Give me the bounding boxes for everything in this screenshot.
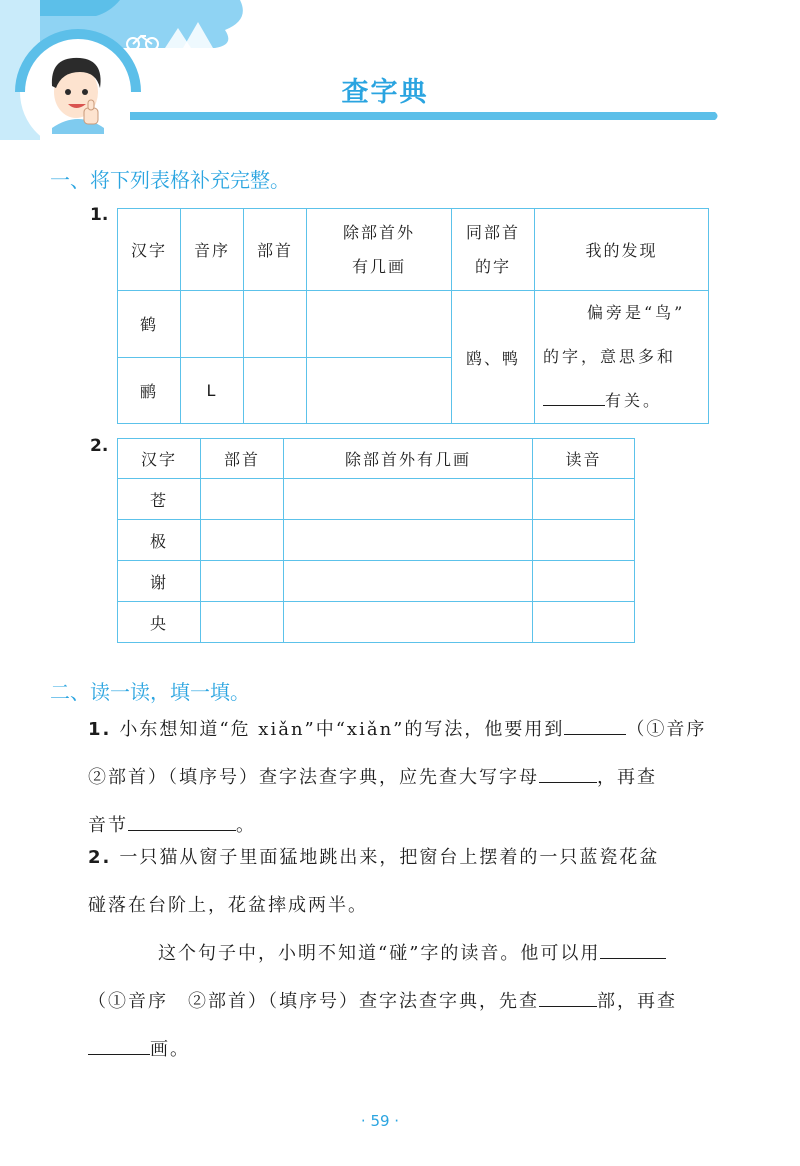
table-row xyxy=(118,291,709,358)
question-text: 小东想知道“危 xiǎn”中“xiǎn”的写法，他要用到 xyxy=(119,719,565,740)
section-one-heading: 一、将下列表格补充完整。 xyxy=(50,168,290,192)
table-header-row xyxy=(118,439,635,479)
col-header-pronunciation: 读音 xyxy=(533,439,635,479)
question-text: （①音序 ②部首）（填序号）查字法查字典，先查 xyxy=(88,991,539,1012)
cell-strokes-input[interactable] xyxy=(284,561,533,602)
cell-pronunciation-input[interactable] xyxy=(533,561,635,602)
question-text: 部，再查 xyxy=(597,991,677,1012)
cell-char: 鹂 xyxy=(118,357,181,424)
cell-pronunciation-input[interactable] xyxy=(533,520,635,561)
cell-char: 谢 xyxy=(118,561,201,602)
col-header-radical: 部首 xyxy=(201,439,284,479)
answer-blank[interactable] xyxy=(539,760,597,783)
table-row xyxy=(118,520,635,561)
cell-radical-input[interactable] xyxy=(201,520,284,561)
cell-radical-input[interactable] xyxy=(244,357,307,424)
table-two xyxy=(117,438,635,643)
question-text: 画。 xyxy=(150,1039,190,1060)
table-row xyxy=(118,561,635,602)
question-number: 2. xyxy=(90,436,109,456)
cell-discovery xyxy=(535,291,709,424)
col-header-char: 汉字 xyxy=(118,439,201,479)
cell-strokes-input[interactable] xyxy=(284,520,533,561)
header-line: 的字 xyxy=(474,256,511,276)
discovery-line: 偏旁是“鸟” xyxy=(587,303,686,322)
answer-blank[interactable] xyxy=(88,1032,150,1055)
table-row xyxy=(118,602,635,643)
question-text: ②部首）（填序号）查字法查字典，应先查大写字母 xyxy=(88,767,539,788)
col-header-strokes xyxy=(307,209,452,291)
question-text: ，再查 xyxy=(597,767,657,788)
header-line: 除部首外 xyxy=(342,222,415,242)
cell-order-input[interactable] xyxy=(181,291,244,358)
question-text: 。 xyxy=(236,815,256,836)
page-title: 查字典 xyxy=(341,77,429,108)
cell-order-input[interactable]: L xyxy=(181,357,244,424)
cell-radical-input[interactable] xyxy=(201,602,284,643)
section-two-heading: 二、读一读，填一填。 xyxy=(50,680,250,704)
page-number: · 59 · xyxy=(360,1112,400,1130)
cell-pronunciation-input[interactable] xyxy=(533,479,635,520)
question-one xyxy=(88,706,728,850)
table-header-row xyxy=(118,209,709,291)
col-header-discovery: 我的发现 xyxy=(535,209,709,291)
cell-pronunciation-input[interactable] xyxy=(533,602,635,643)
table-row xyxy=(118,479,635,520)
question-text: 音节 xyxy=(88,815,128,836)
answer-blank[interactable] xyxy=(543,383,605,406)
discovery-line: 的字，意思多和 xyxy=(543,347,677,366)
cell-strokes-input[interactable] xyxy=(307,291,452,358)
cell-radical-input[interactable] xyxy=(244,291,307,358)
col-header-char: 汉字 xyxy=(118,209,181,291)
answer-blank[interactable] xyxy=(539,984,597,1007)
answer-blank[interactable] xyxy=(128,808,236,831)
cell-char: 鹤 xyxy=(118,291,181,358)
col-header-radical: 部首 xyxy=(244,209,307,291)
header-line: 有几画 xyxy=(351,256,406,276)
cell-char: 极 xyxy=(118,520,201,561)
question-text: （①音序 xyxy=(626,719,707,740)
cell-strokes-input[interactable] xyxy=(284,479,533,520)
cell-char: 苍 xyxy=(118,479,201,520)
col-header-order: 音序 xyxy=(181,209,244,291)
question-text: 碰落在台阶上，花盆摔成两半。 xyxy=(88,895,368,916)
question-two xyxy=(88,834,728,1074)
col-header-same-radical xyxy=(452,209,535,291)
col-header-strokes: 除部首外有几画 xyxy=(284,439,533,479)
cell-strokes-input[interactable] xyxy=(307,357,452,424)
page-header xyxy=(0,0,800,140)
answer-blank[interactable] xyxy=(564,712,626,735)
cell-radical-input[interactable] xyxy=(201,479,284,520)
question-text: 这个句子中，小明不知道“碰”字的读音。他可以用 xyxy=(158,943,601,964)
question-number: 2. xyxy=(88,847,112,868)
question-text: 一只猫从窗子里面猛地跳出来，把窗台上摆着的一只蓝瓷花盆 xyxy=(119,847,660,868)
table-one xyxy=(117,208,709,424)
cell-same-radical: 鸥、鸭 xyxy=(452,291,535,424)
answer-blank[interactable] xyxy=(600,936,666,959)
cell-strokes-input[interactable] xyxy=(284,602,533,643)
question-number: 1. xyxy=(90,205,109,225)
cell-char: 央 xyxy=(118,602,201,643)
header-line: 同部首 xyxy=(465,222,520,242)
cell-radical-input[interactable] xyxy=(201,561,284,602)
question-number: 1. xyxy=(88,719,112,740)
discovery-line: 有关。 xyxy=(605,391,663,410)
